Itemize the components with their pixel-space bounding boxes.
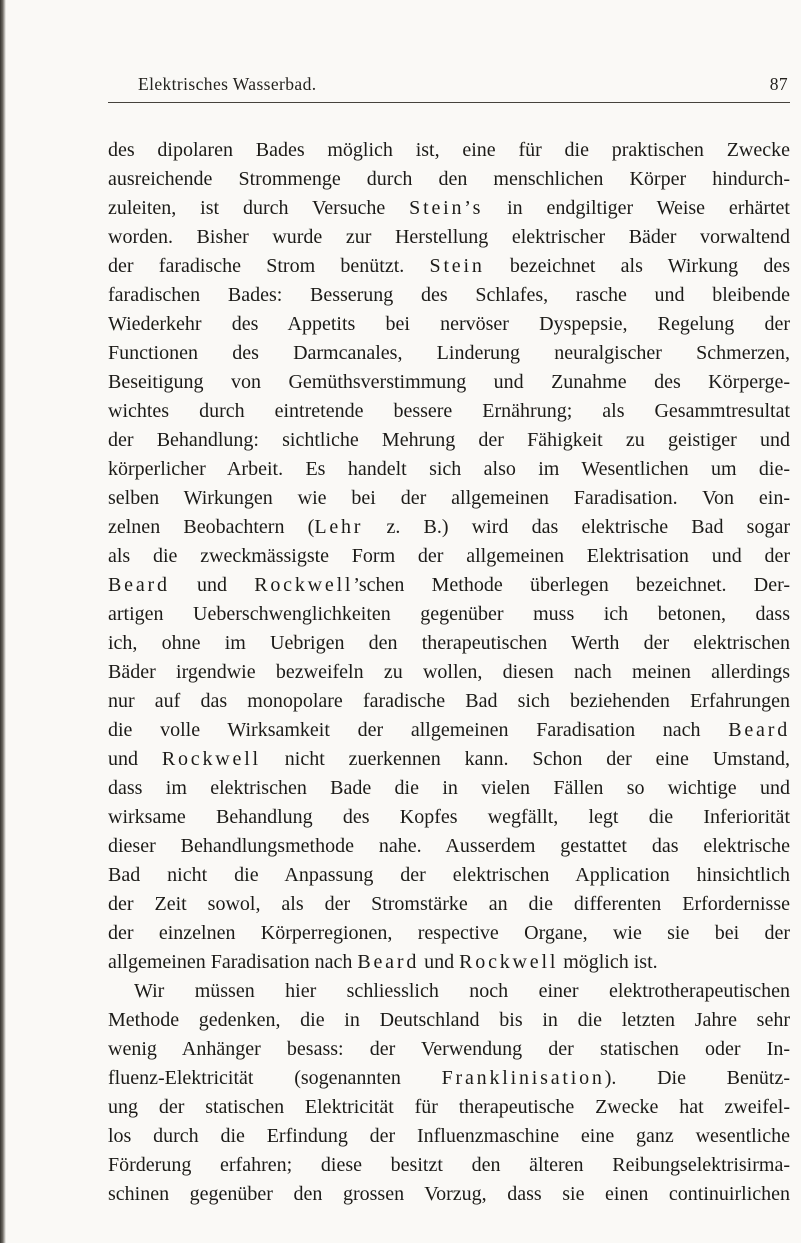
spaced-proper-name: Beard [728, 719, 790, 741]
spaced-proper-name: Rockwell [459, 951, 559, 973]
spaced-proper-name: Franklinisation [441, 1067, 605, 1089]
text-line: Functionen des Darmcanales, Linderung neuralgischer Schmerzen, [108, 342, 790, 364]
text-line: des dipolaren Bades möglich ist, eine für die praktischen Zwecke [108, 139, 790, 161]
text-line: wenig Anhänger besass: der Verwendung der statischen oder In- [108, 1038, 790, 1060]
page-title: Elektrisches Wasserbad. [138, 74, 317, 94]
spaced-proper-name: Beard [357, 951, 420, 973]
text-line: der Behandlung: sichtliche Mehrung der Fähigkeit zu geistiger und [108, 429, 790, 451]
text-line: fluenz-Elektricität (sogenannten Franklinisation). Die Benütz- [108, 1067, 790, 1089]
body-text [108, 136, 790, 1209]
text-line: zelnen Beobachtern (Lehr z. B.) wird das elektrische Bad sogar [108, 516, 790, 538]
spaced-proper-name: Lehr [314, 516, 364, 538]
spaced-proper-name: Rockwell [161, 748, 261, 770]
text-line: Wir müssen hier schliesslich noch einer elektrotherapeutischen [134, 980, 790, 1002]
text-line: nur auf das monopolare faradische Bad sich beziehenden Erfahrungen [108, 690, 790, 712]
text-line: Wiederkehr des Appetits bei nervöser Dyspepsie, Regelung der [108, 313, 790, 335]
spaced-proper-name: Rockwell [254, 574, 354, 596]
text-line: Methode gedenken, die in Deutschland bis in die letzten Jahre sehr [108, 1009, 790, 1031]
text-line: Beard und Rockwell’schen Methode überlegen bezeichnet. Der- [108, 574, 790, 596]
text-line: worden. Bisher wurde zur Herstellung elektrischer Bäder vorwaltend [108, 226, 790, 248]
text-line: als die zweckmässigste Form der allgemeinen Elektrisation und der [108, 545, 790, 567]
scanned-page-left-edge [0, 0, 6, 1243]
text-line: ich, ohne im Uebrigen den therapeutischen Werth der elektrischen [108, 632, 790, 654]
text-line: zuleiten, ist durch Versuche Stein’s in endgiltiger Weise erhärtet [108, 197, 790, 219]
spaced-proper-name: Beard [108, 574, 170, 596]
spaced-proper-name: Stein [429, 255, 485, 277]
text-line: schinen gegenüber den grossen Vorzug, dass sie einen continuirlichen [108, 1183, 790, 1205]
text-line: Bad nicht die Anpassung der elektrischen Application hinsichtlich [108, 864, 790, 886]
running-header [108, 74, 790, 95]
text-line: der faradische Strom benützt. Stein bezeichnet als Wirkung des [108, 255, 790, 277]
spaced-proper-name: Stein’s [409, 197, 484, 219]
text-line: die volle Wirksamkeit der allgemeinen Faradisation nach Beard [108, 719, 790, 741]
header-rule [108, 102, 790, 103]
text-block [108, 74, 790, 1209]
text-line: der Zeit sowol, als der Stromstärke an die differenten Erfordernisse [108, 893, 790, 915]
text-line: und Rockwell nicht zuerkennen kann. Schon der eine Umstand, [108, 748, 790, 770]
text-line: ausreichende Strommenge durch den menschlichen Körper hindurch- [108, 168, 790, 190]
page-number: 87 [769, 74, 788, 94]
text-line: dass im elektrischen Bade die in vielen Fällen so wichtige und [108, 777, 790, 799]
text-line: Bäder irgendwie bezweifeln zu wollen, diesen nach meinen allerdings [108, 661, 790, 683]
text-line: wichtes durch eintretende bessere Ernährung; als Gesammtresultat [108, 400, 790, 422]
text-line: dieser Behandlungsmethode nahe. Ausserdem gestattet das elektrische [108, 835, 790, 857]
text-line: wirksame Behandlung des Kopfes wegfällt, legt die Inferiorität [108, 806, 790, 828]
text-line: allgemeinen Faradisation nach Beard und Rockwell möglich ist. [108, 951, 658, 973]
text-line: Förderung erfahren; diese besitzt den älteren Reibungselektrisirma- [108, 1154, 790, 1176]
text-line: los durch die Erfindung der Influenzmaschine eine ganz wesentliche [108, 1125, 790, 1147]
text-line: artigen Ueberschwenglichkeiten gegenüber muss ich betonen, dass [108, 603, 790, 625]
text-line: ung der statischen Elektricität für therapeutische Zwecke hat zweifel- [108, 1096, 790, 1118]
text-line: faradischen Bades: Besserung des Schlafes, rasche und bleibende [108, 284, 790, 306]
text-line: körperlicher Arbeit. Es handelt sich also im Wesentlichen um die- [108, 458, 790, 480]
text-line: der einzelnen Körperregionen, respective Organe, wie sie bei der [108, 922, 790, 944]
text-line: selben Wirkungen wie bei der allgemeinen Faradisation. Von ein- [108, 487, 790, 509]
text-line: Beseitigung von Gemüthsverstimmung und Zunahme des Körperge- [108, 371, 790, 393]
